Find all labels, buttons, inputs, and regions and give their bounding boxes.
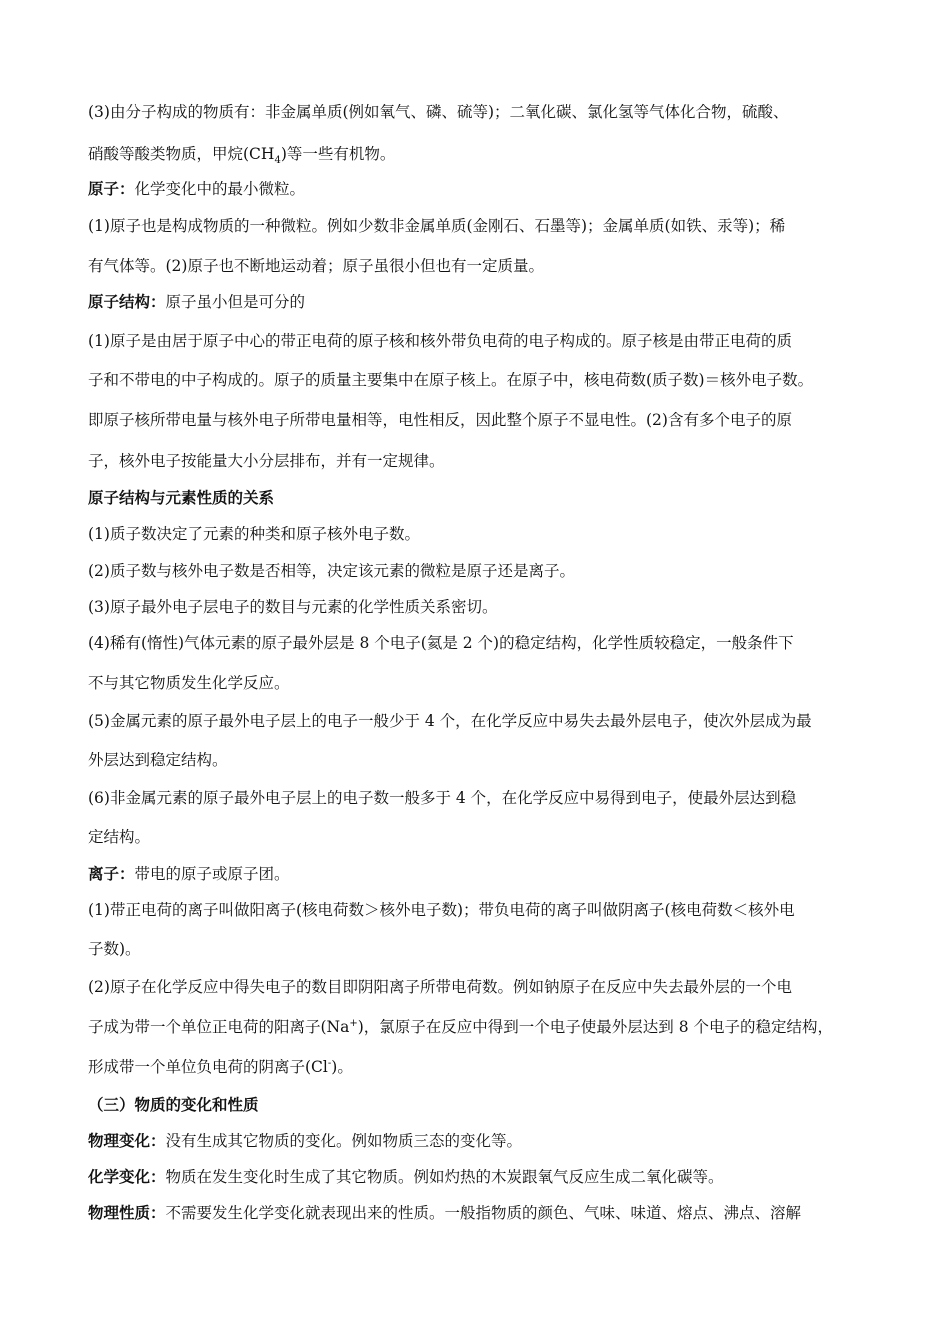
- line-text: 即原子核所带电量与核外电子所带电量相等，电性相反，因此整个原子不显电性。(2)含有多个电子的原: [88, 411, 792, 429]
- line-text: (4)稀有(惰性)气体元素的原子最外层是 8 个电子(氦是 2 个)的稳定结构，化学性质较稳定，一般条件下: [88, 634, 794, 652]
- text-line: [88, 523, 878, 545]
- line-text: (3)原子最外电子层电子的数目与元素的化学性质关系密切。: [88, 598, 498, 616]
- line-text: (1)原子也是构成物质的一种微粒。例如少数非金属单质(金刚石、石墨等)；金属单质(如铁、汞等)；稀: [88, 217, 786, 235]
- superscript: -: [327, 1057, 332, 1069]
- term-label: 物理性质：: [88, 1204, 166, 1222]
- line-text: (6)非金属元素的原子最外电子层上的电子数一般多于 4 个，在化学反应中易得到电子，使最外层达到稳: [88, 789, 797, 807]
- term-label: 离子：: [88, 865, 135, 883]
- line-text: )。: [331, 1058, 353, 1076]
- text-line: [88, 291, 878, 313]
- line-text: (1)原子是由居于原子中心的带正电荷的原子核和核外带负电荷的电子构成的。原子核是由带正电荷的质: [88, 332, 792, 350]
- line-text: 子和不带电的中子构成的。原子的质量主要集中在原子核上。在原子中，核电荷数(质子数)＝核外电子数。: [88, 371, 814, 389]
- text-line: [88, 938, 878, 960]
- section-heading: [88, 487, 878, 509]
- superscript: +: [349, 1017, 358, 1029]
- text-line: [88, 749, 878, 771]
- text-line: [88, 1202, 878, 1224]
- text-line: [88, 596, 878, 618]
- text-line: [88, 632, 878, 654]
- text-line: [88, 215, 878, 237]
- text-line: [88, 560, 878, 582]
- line-text: (3)由分子构成的物质有：非金属单质(例如氧气、磷、硫等)；二氧化碳、氯化氢等气体化合物，硫酸、: [88, 103, 789, 121]
- text-line: [88, 101, 878, 123]
- line-text: )等一些有机物。: [280, 145, 396, 163]
- line-text: 形成带一个单位负电荷的阴离子(Cl: [88, 1058, 328, 1076]
- line-text: 化学变化中的最小微粒。: [134, 180, 306, 198]
- line-text: 子成为带一个单位正电荷的阳离子(Na: [88, 1018, 350, 1036]
- section-heading: [88, 1094, 878, 1116]
- heading-text: 原子结构与元素性质的关系: [88, 489, 275, 507]
- subscript: 4: [274, 155, 281, 165]
- text-line: [88, 1130, 878, 1152]
- text-line: [88, 787, 878, 809]
- line-text: (5)金属元素的原子最外电子层上的电子一般少于 4 个，在化学反应中易失去最外层电子，使次外层成为最: [88, 712, 812, 730]
- line-text: (2)原子在化学反应中得失电子的数目即阴阳离子所带电荷数。例如钠原子在反应中失去最外层的一个电: [88, 978, 792, 996]
- line-text: 硝酸等酸类物质，甲烷(CH: [88, 145, 275, 163]
- heading-text: （三）物质的变化和性质: [88, 1096, 259, 1114]
- text-line: [88, 143, 878, 165]
- term-label: 原子：: [88, 180, 135, 198]
- line-text: (1)质子数决定了元素的种类和原子核外电子数。: [88, 525, 420, 543]
- line-text: 不与其它物质发生化学反应。: [88, 674, 290, 692]
- line-text: 不需要发生化学变化就表现出来的性质。一般指物质的颜色、气味、味道、熔点、沸点、溶解: [165, 1204, 802, 1222]
- line-text: 带电的原子或原子团。: [134, 865, 290, 883]
- line-text: 有气体等。(2)原子也不断地运动着；原子虽很小但也有一定质量。: [88, 257, 544, 275]
- text-line: [88, 976, 878, 998]
- text-line: [88, 863, 878, 885]
- term-label: 原子结构：: [88, 293, 166, 311]
- line-text: 子数)。: [88, 940, 141, 958]
- line-text: 没有生成其它物质的变化。例如物质三态的变化等。: [165, 1132, 523, 1150]
- line-text: 外层达到稳定结构。: [88, 751, 228, 769]
- line-text: 定结构。: [88, 828, 151, 846]
- text-line: [88, 178, 878, 200]
- term-label: 化学变化：: [88, 1168, 166, 1186]
- line-text: )，氯原子在反应中得到一个电子使最外层达到 8 个电子的稳定结构，: [357, 1018, 834, 1036]
- text-line: [88, 330, 878, 352]
- text-line: [88, 409, 878, 431]
- text-line: [88, 369, 878, 391]
- text-line: [88, 450, 878, 472]
- text-line: [88, 672, 878, 694]
- term-label: 物理变化：: [88, 1132, 166, 1150]
- text-line: [88, 1016, 878, 1038]
- text-line: [88, 1056, 878, 1078]
- text-line: [88, 710, 878, 732]
- line-text: 物质在发生变化时生成了其它物质。例如灼热的木炭跟氧气反应生成二氧化碳等。: [165, 1168, 724, 1186]
- text-line: [88, 826, 878, 848]
- line-text: 原子虽小但是可分的: [165, 293, 306, 311]
- line-text: (2)质子数与核外电子数是否相等，决定该元素的微粒是原子还是离子。: [88, 562, 575, 580]
- line-text: (1)带正电荷的离子叫做阳离子(核电荷数＞核外电子数)；带负电荷的离子叫做阴离子(核电荷数＜核外电: [88, 901, 795, 919]
- text-line: [88, 899, 878, 921]
- text-line: [88, 1166, 878, 1188]
- text-line: [88, 255, 878, 277]
- line-text: 子，核外电子按能量大小分层排布，并有一定规律。: [88, 452, 445, 470]
